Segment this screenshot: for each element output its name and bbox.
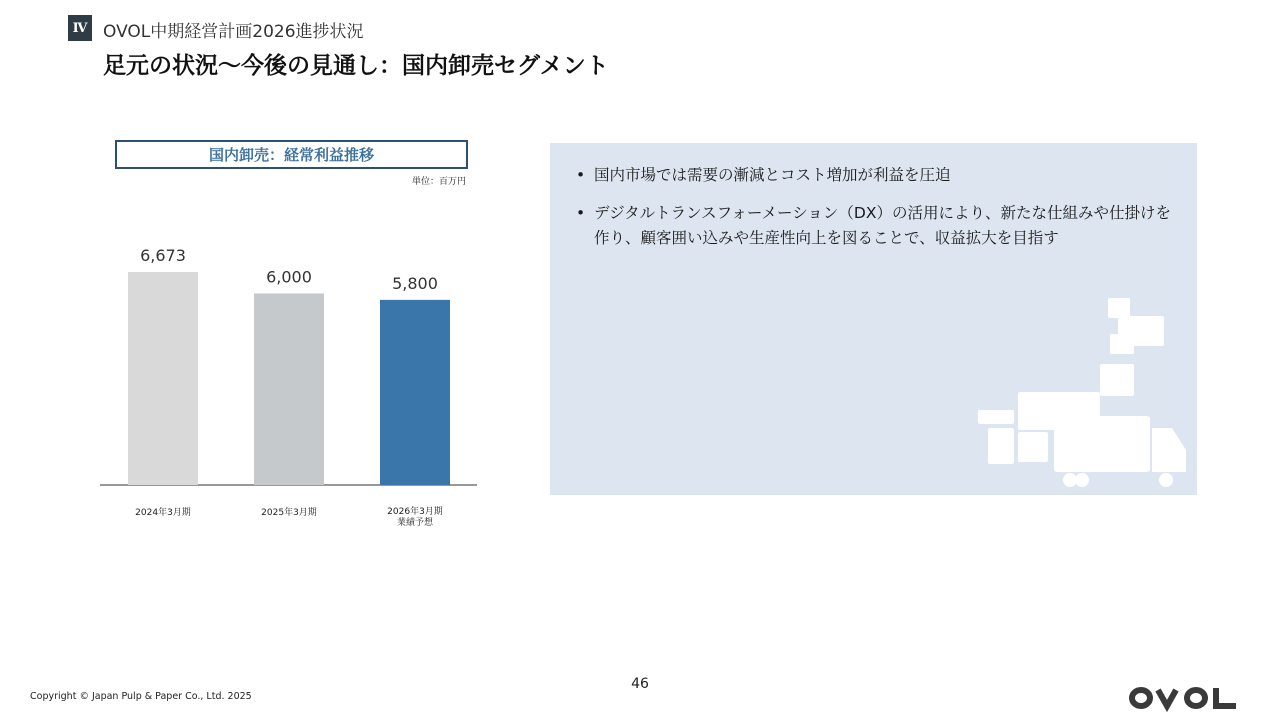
bar-value-label: 6,673 — [140, 246, 186, 265]
bullet-text: デジタルトランスフォーメーション（DX）の活用により、新たな仕組みや仕掛けを作り、顧客囲い込みや生産性向上を図ることで、収益拡大を目指す — [594, 204, 1171, 247]
section-label: OVOL中期経営計画2026進捗状況 — [103, 22, 364, 42]
category-label: 2024年3月期 — [135, 508, 191, 518]
bullet-list — [574, 163, 1184, 264]
page-title: 足元の状況～今後の見通し：国内卸売セグメント — [103, 53, 609, 79]
bullet-text: 国内市場では需要の漸減とコスト増加が利益を圧迫 — [594, 166, 951, 184]
bullet-item — [574, 201, 1184, 251]
bullet-marker: • — [576, 204, 586, 222]
page-number: 46 — [631, 676, 649, 692]
category-label: 2026年3月期 — [387, 507, 443, 517]
category-label: 業績予想 — [396, 518, 434, 528]
profit-bar-chart — [95, 230, 485, 540]
bar-2 — [254, 293, 324, 485]
ovol-logo — [1128, 684, 1240, 712]
truck-and-boxes-icon — [970, 298, 1190, 493]
bar-3 — [380, 300, 450, 485]
bullet-marker: • — [576, 166, 586, 184]
copyright-text: Copyright © Japan Pulp & Paper Co., Ltd. 2025 — [30, 691, 252, 702]
bar-value-label: 5,800 — [392, 273, 438, 293]
chart-title: 国内卸売：経常利益推移 — [115, 140, 468, 169]
section-badge: Ⅳ — [68, 15, 92, 41]
category-label: 2025年3月期 — [261, 508, 317, 518]
info-panel — [550, 143, 1197, 495]
bar-1 — [128, 272, 198, 485]
bar-value-label: 6,000 — [266, 267, 312, 287]
chart-unit-label: 単位：百万円 — [411, 177, 466, 187]
bullet-item — [574, 163, 1184, 188]
